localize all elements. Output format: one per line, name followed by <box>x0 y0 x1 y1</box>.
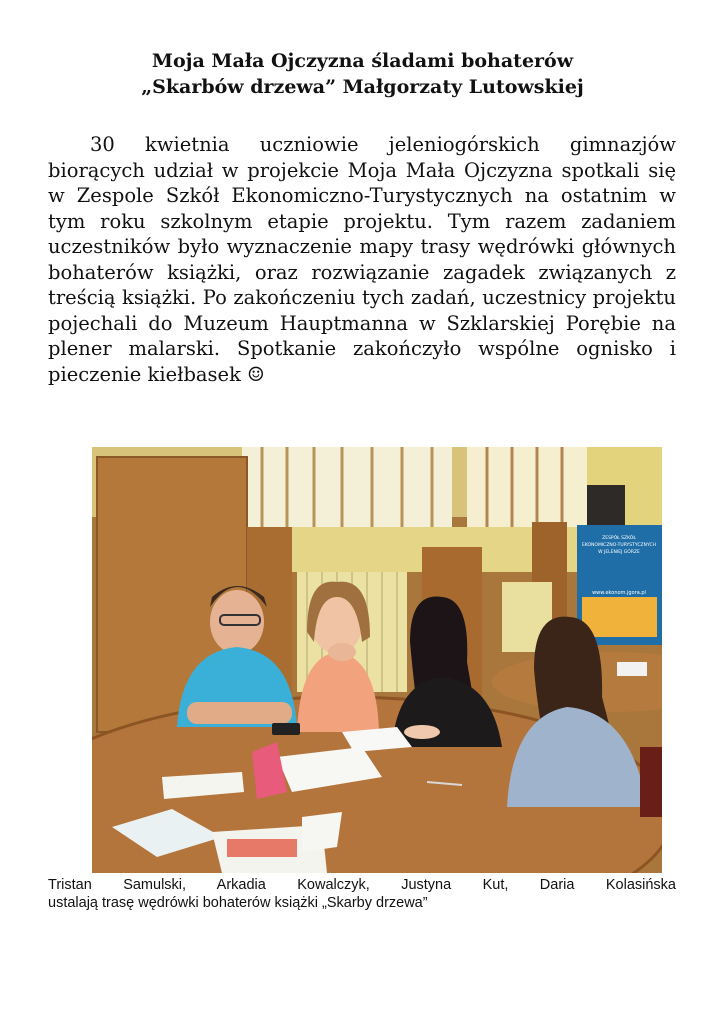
caption-line-1: Tristan Samulski, Arkadia Kowalczyk, Justyna Kut, Daria Kolasińska <box>48 877 676 893</box>
poster-line-2: EKONOMICZNO-TURYSTYCZNYCH <box>581 543 657 548</box>
caption-line-2: ustalają trasę wędrówki bohaterów książki „Skarby drzewa” <box>48 895 428 911</box>
classroom-photo-illustration <box>92 447 662 873</box>
poster-url: www.ekonom.jgora.pl <box>592 590 646 596</box>
photo-caption <box>48 876 676 912</box>
poster-line-3: W JELENIEJ GÓRZE <box>598 550 640 555</box>
article-body: 30 kwietnia uczniowie jeleniogórskich gimnazjów biorących udział w projekcie Moja Mała Ojczyzna spotkali się w Zespole Szkół Ekonomiczno-Turystycznych na ostatnim w tym roku szkolnym etapie projektu. Tym razem zadaniem uczestników było wyznaczenie mapy trasy wędrówki głównych bohaterów książki, oraz rozwiązanie zagadek związanych z treścią książki. Po zakończeniu tych zadań, uczestnicy projektu pojechali do Muzeum Hauptmanna w Szklarskiej Porębie na plener malarski. Spotkanie zakończyło wspólne ognisko i pieczenie kiełbasek ☺ <box>48 133 676 386</box>
article-title <box>0 48 725 100</box>
poster-line-1: ZESPÓŁ SZKÓŁ <box>602 536 636 541</box>
title-line-1: Moja Mała Ojczyzna śladami bohaterów <box>151 50 574 72</box>
event-photo <box>92 447 662 873</box>
title-line-2: „Skarbów drzewa” Małgorzaty Lutowskiej <box>141 76 584 98</box>
